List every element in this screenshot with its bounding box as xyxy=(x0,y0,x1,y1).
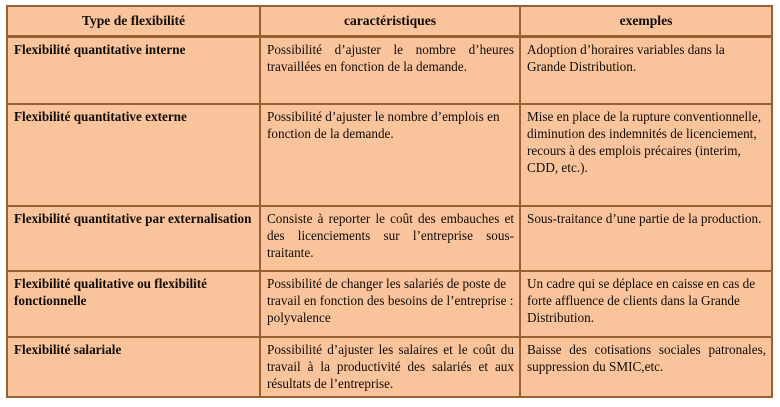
cell-caracteristiques: Possibilité d’ajuster les salaires et le coût du travail à la productivité des salariés et aux résultats de l’entreprise. xyxy=(260,337,520,397)
table-header xyxy=(7,6,772,37)
cell-type: Flexibilité quantitative externe xyxy=(7,104,260,206)
column-header-caracteristiques: caractéristiques xyxy=(260,6,520,37)
cell-caracteristiques: Possibilité d’ajuster le nombre d’emplois en fonction de la demande. xyxy=(260,104,520,206)
flexibility-types-table xyxy=(6,5,773,398)
cell-type: Flexibilité quantitative interne xyxy=(7,37,260,104)
table-row xyxy=(7,104,772,206)
cell-exemples: Un cadre qui se déplace en caisse en cas de forte affluence de clients dans la Grande Distribution. xyxy=(520,271,772,337)
cell-type: Flexibilité qualitative ou flexibilité fonctionnelle xyxy=(7,271,260,337)
cell-exemples: Sous-traitance d’une partie de la production. xyxy=(520,206,772,271)
cell-caracteristiques: Possibilité de changer les salariés de poste de travail en fonction des besoins de l’entreprise : polyvalence xyxy=(260,271,520,337)
column-header-type: Type de flexibilité xyxy=(7,6,260,37)
cell-type: Flexibilité salariale xyxy=(7,337,260,397)
cell-type: Flexibilité quantitative par externalisation xyxy=(7,206,260,271)
column-header-exemples: exemples xyxy=(520,6,772,37)
table-row xyxy=(7,37,772,104)
cell-caracteristiques: Consiste à reporter le coût des embauches et des licenciements sur l’entreprise sous-traitante. xyxy=(260,206,520,271)
cell-caracteristiques: Possibilité d’ajuster le nombre d’heures travaillées en fonction de la demande. xyxy=(260,37,520,104)
table-body xyxy=(7,37,772,397)
table-header-row xyxy=(7,6,772,37)
cell-exemples: Adoption d’horaires variables dans la Grande Distribution. xyxy=(520,37,772,104)
cell-exemples: Baisse des cotisations sociales patronales, suppression du SMIC,etc. xyxy=(520,337,772,397)
cell-exemples: Mise en place de la rupture conventionnelle, diminution des indemnités de licenciement, recours à des emplois précaires (interim, CDD, etc.). xyxy=(520,104,772,206)
table-row xyxy=(7,337,772,397)
table-row xyxy=(7,206,772,271)
table-row xyxy=(7,271,772,337)
